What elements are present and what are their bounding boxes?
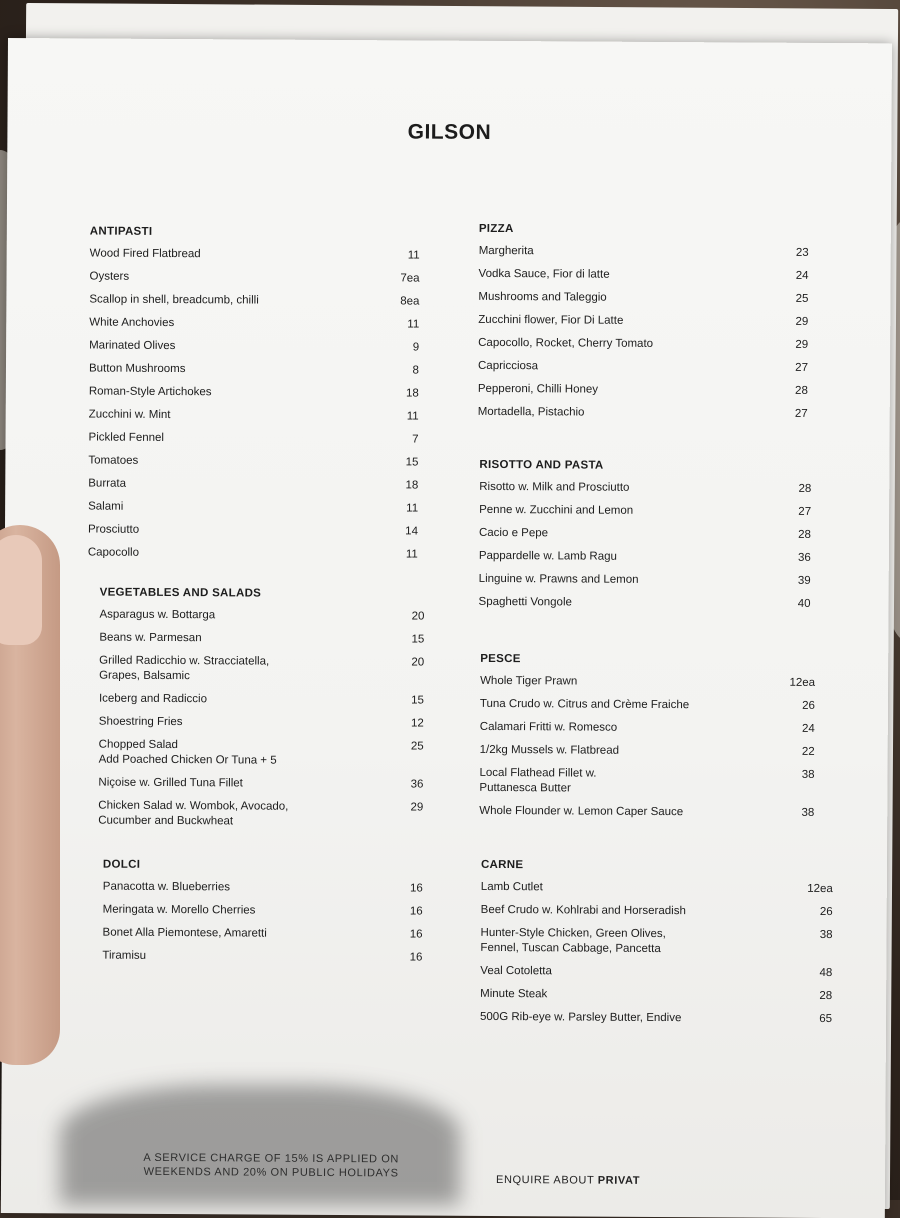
menu-item-name: Button Mushrooms <box>88 362 186 376</box>
item-list <box>478 244 809 422</box>
menu-item <box>99 692 424 709</box>
menu-item-price: 28 <box>798 528 812 541</box>
menu-item <box>479 766 814 798</box>
menu-item-price: 27 <box>795 361 809 374</box>
menu-item-name: Niçoise w. Grilled Tuna Fillet <box>98 776 243 790</box>
section-antipasti <box>88 226 420 571</box>
menu-item-price: 48 <box>819 966 833 980</box>
menu-item-price: 20 <box>411 610 425 623</box>
menu-item <box>478 405 808 422</box>
menu-item-price: 16 <box>409 882 423 895</box>
menu-item-price: 65 <box>819 1012 833 1026</box>
menu-item-name-line-2: Cucumber and Buckwheat <box>98 814 234 828</box>
service-line-2: WEEKENDS AND 20% ON PUBLIC HOLIDAYS <box>143 1165 399 1180</box>
menu-item-price: 25 <box>410 740 424 753</box>
menu-item <box>89 408 419 425</box>
enquire-note <box>496 1174 756 1188</box>
menu-item-name: Chicken Salad w. Wombok, Avocado, <box>98 799 289 813</box>
menu-item-price: 16 <box>409 928 423 941</box>
menu-item <box>88 545 418 562</box>
section-heading: PESCE <box>480 652 521 666</box>
menu-item <box>90 247 420 264</box>
menu-item-name: Veal Cotoletta <box>480 964 552 978</box>
menu-item-name: Pepperoni, Chilli Honey <box>477 382 599 396</box>
section-heading: VEGETABLES AND SALADS <box>99 586 262 600</box>
phone-shadow <box>60 1085 460 1205</box>
menu-item <box>479 267 809 284</box>
menu-sheet <box>1 38 892 1218</box>
menu-item-price: 23 <box>795 246 809 259</box>
menu-item-name: White Anchovies <box>89 316 175 330</box>
menu-item <box>480 964 832 981</box>
menu-item-name: Meringata w. Morello Cherries <box>102 903 256 917</box>
menu-item-price: 27 <box>798 505 812 518</box>
menu-item-name: Burrata <box>88 477 127 490</box>
section-dolci <box>102 859 423 974</box>
menu-item-name: Capocollo, Rocket, Cherry Tomato <box>478 336 654 350</box>
menu-item <box>89 362 419 379</box>
section-pesce <box>479 653 815 829</box>
menu-item <box>479 244 809 261</box>
menu-item <box>102 949 422 966</box>
menu-item-price: 15 <box>411 694 424 707</box>
menu-item <box>99 654 424 686</box>
menu-item <box>99 631 424 648</box>
menu-item <box>479 549 811 566</box>
menu-item-name-line-2: Grapes, Balsamic <box>99 669 190 683</box>
menu-item-price: 8 <box>412 364 420 377</box>
menu-item <box>89 270 419 287</box>
menu-item-name: Roman-Style Artichokes <box>88 385 212 399</box>
menu-item-name: Tuna Crudo w. Citrus and Crème Fraiche <box>479 697 690 712</box>
menu-item-price: 16 <box>409 951 423 964</box>
menu-item-price: 28 <box>798 482 812 495</box>
menu-item <box>478 313 808 330</box>
menu-item-price: 28 <box>819 989 833 1003</box>
menu-item-name: Shoestring Fries <box>98 715 183 729</box>
menu-item <box>478 359 808 376</box>
section-heading: PIZZA <box>478 222 514 236</box>
menu-item-name: Capricciosa <box>477 359 539 373</box>
menu-item <box>103 880 423 897</box>
menu-item-name: Asparagus w. Bottarga <box>99 608 216 622</box>
menu-item-price: 22 <box>801 745 815 758</box>
menu-item <box>98 776 423 793</box>
menu-item-name: Cacio e Pepe <box>478 526 549 540</box>
menu-item <box>89 385 419 402</box>
menu-item <box>103 903 423 920</box>
menu-item-name: Penne w. Zucchini and Lemon <box>479 503 634 517</box>
menu-item <box>88 499 418 516</box>
menu-item-name: Pappardelle w. Lamb Ragu <box>478 549 617 563</box>
section-vegetables <box>98 587 425 839</box>
menu-item-name: Beans w. Parmesan <box>99 631 202 645</box>
menu-item-name: Vodka Sauce, Fior di latte <box>478 267 610 281</box>
menu-item-name: Marinated Olives <box>89 339 176 353</box>
menu-item-price: 8ea <box>400 295 420 308</box>
menu-item-name: Mortadella, Pistachio <box>477 405 585 419</box>
menu-item <box>89 430 419 447</box>
menu-item <box>478 336 808 353</box>
menu-item-name: Chopped Salad <box>98 738 179 752</box>
menu-item-name: Linguine w. Prawns and Lemon <box>478 572 639 586</box>
menu-item-name: Mushrooms and Taleggio <box>478 290 607 304</box>
menu-item <box>98 799 423 831</box>
menu-item <box>99 715 424 732</box>
menu-item-name: Grilled Radicchio w. Stracciatella, <box>99 654 270 668</box>
menu-item <box>88 476 418 493</box>
item-list <box>88 247 420 563</box>
menu-item <box>479 572 811 589</box>
menu-item-price: 38 <box>801 768 815 781</box>
enquire-bold-text: PRIVAT <box>597 1174 641 1187</box>
service-line-1: A SERVICE CHARGE OF 15% IS APPLIED ON <box>143 1151 399 1166</box>
menu-item-price: 36 <box>410 778 424 791</box>
item-list <box>102 880 423 966</box>
section-heading: ANTIPASTI <box>89 225 153 238</box>
menu-item-name: Whole Flounder w. Lemon Caper Sauce <box>479 804 684 819</box>
menu-item-price: 7 <box>412 433 419 446</box>
menu-item-name: 500G Rib-eye w. Parsley Butter, Endive <box>479 1010 682 1025</box>
menu-item <box>479 804 814 821</box>
menu-item-price: 40 <box>797 597 811 610</box>
menu-item <box>479 503 811 520</box>
menu-item <box>478 382 808 399</box>
menu-item-name: Margherita <box>478 244 534 258</box>
restaurant-title: GILSON <box>407 120 492 144</box>
menu-item-name: Salami <box>88 500 124 513</box>
item-list <box>98 608 424 831</box>
menu-item-name: Whole Tiger Prawn <box>480 674 578 688</box>
menu-item-name-line-2: Puttanesca Butter <box>479 781 571 795</box>
menu-item-name: Lamb Cutlet <box>480 880 543 894</box>
menu-item-price: 11 <box>405 548 418 561</box>
menu-item-name: Minute Steak <box>480 987 548 1001</box>
section-risotto <box>478 459 811 620</box>
menu-item-name: Beef Crudo w. Kohlrabi and Horseradish <box>480 903 686 918</box>
menu-item-name: Scallop in shell, breadcumb, chilli <box>89 293 259 307</box>
menu-item-price: 38 <box>801 806 815 819</box>
section-heading: CARNE <box>480 858 524 872</box>
menu-item-price: 15 <box>405 456 419 469</box>
section-carne <box>480 859 833 1035</box>
menu-item-name-line-2: Add Poached Chicken Or Tuna + 5 <box>98 753 277 767</box>
menu-item-name: Calamari Fritti w. Romesco <box>479 720 618 734</box>
menu-item-name: Tiramisu <box>102 949 147 962</box>
menu-item-price: 11 <box>406 410 419 423</box>
menu-item-price: 24 <box>795 269 809 282</box>
menu-item-price: 24 <box>801 722 815 735</box>
menu-item-price: 28 <box>795 384 808 397</box>
menu-item-price: 7ea <box>400 272 420 285</box>
item-list <box>480 880 833 1027</box>
menu-item <box>480 697 815 714</box>
menu-item-price: 11 <box>406 502 419 515</box>
menu-item <box>480 720 815 737</box>
menu-item-price: 15 <box>411 633 425 646</box>
menu-item <box>480 743 815 760</box>
menu-item-price: 29 <box>795 315 809 328</box>
menu-item-name: Capocollo <box>87 546 140 559</box>
menu-item-name: Prosciutto <box>87 523 140 536</box>
menu-item <box>480 674 815 691</box>
menu-item-price: 39 <box>797 574 811 587</box>
menu-item-price: 16 <box>409 905 423 918</box>
menu-item-price: 12ea <box>807 882 833 896</box>
menu-item <box>99 738 424 770</box>
menu-item-price: 9 <box>412 341 420 354</box>
menu-item-price: 25 <box>795 292 809 305</box>
menu-item <box>480 987 832 1004</box>
item-list <box>479 480 812 612</box>
menu-item-price: 38 <box>819 928 833 942</box>
menu-item-price: 18 <box>406 387 419 400</box>
menu-item-name: Bonet Alla Piemontese, Amaretti <box>102 926 267 940</box>
menu-item <box>89 339 419 356</box>
menu-item-name: Local Flathead Fillet w. <box>479 766 597 780</box>
menu-item-price: 11 <box>407 318 420 331</box>
menu-item-name: Oysters <box>89 270 130 283</box>
menu-item-price: 11 <box>407 249 420 262</box>
menu-item-name: Zucchini w. Mint <box>88 408 171 421</box>
menu-item-price: 29 <box>795 338 809 351</box>
menu-item-name: Zucchini flower, Fior Di Latte <box>478 313 624 327</box>
menu-item-price: 14 <box>405 525 419 538</box>
menu-item <box>88 453 418 470</box>
menu-item <box>89 316 419 333</box>
menu-item <box>479 526 811 543</box>
menu-item <box>480 1010 832 1027</box>
menu-item-name: Hunter-Style Chicken, Green Olives, <box>480 926 666 941</box>
menu-item <box>88 522 418 539</box>
menu-item-name-line-2: Fennel, Tuscan Cabbage, Pancetta <box>480 941 661 956</box>
menu-item-name: Tomatoes <box>88 454 139 467</box>
menu-item-name: Wood Fired Flatbread <box>89 247 201 261</box>
menu-item <box>102 926 422 943</box>
menu-item <box>89 293 419 310</box>
menu-item-name: Spaghetti Vongole <box>478 595 572 609</box>
enquire-text: ENQUIRE ABOUT <box>495 1174 595 1187</box>
menu-item <box>481 880 833 897</box>
menu-item-price: 12ea <box>789 676 816 689</box>
menu-item-name: Iceberg and Radiccio <box>98 692 208 706</box>
menu-item <box>478 290 808 307</box>
menu-item-name: Panacotta w. Blueberries <box>102 880 231 894</box>
menu-item <box>479 595 811 612</box>
menu-item-name: 1/2kg Mussels w. Flatbread <box>479 743 620 757</box>
thumbnail <box>0 535 42 645</box>
menu-item-name: Risotto w. Milk and Prosciutto <box>479 480 630 494</box>
menu-item <box>481 903 833 920</box>
menu-item-price: 36 <box>798 551 811 564</box>
section-heading: DOLCI <box>102 858 141 871</box>
menu-item-price: 12 <box>410 717 424 730</box>
menu-item-price: 20 <box>411 656 425 669</box>
item-list <box>479 674 815 821</box>
menu-item-price: 26 <box>802 699 815 712</box>
menu-item <box>479 480 811 497</box>
menu-item-name: Pickled Fennel <box>88 431 165 444</box>
menu-item-price: 29 <box>410 801 424 814</box>
menu-item <box>99 608 424 625</box>
menu-item-price: 26 <box>819 905 833 919</box>
menu-item <box>480 926 832 958</box>
section-heading: RISOTTO AND PASTA <box>479 458 604 472</box>
section-pizza <box>478 223 809 430</box>
menu-item-price: 18 <box>405 479 419 492</box>
menu-item-price: 27 <box>794 407 808 420</box>
